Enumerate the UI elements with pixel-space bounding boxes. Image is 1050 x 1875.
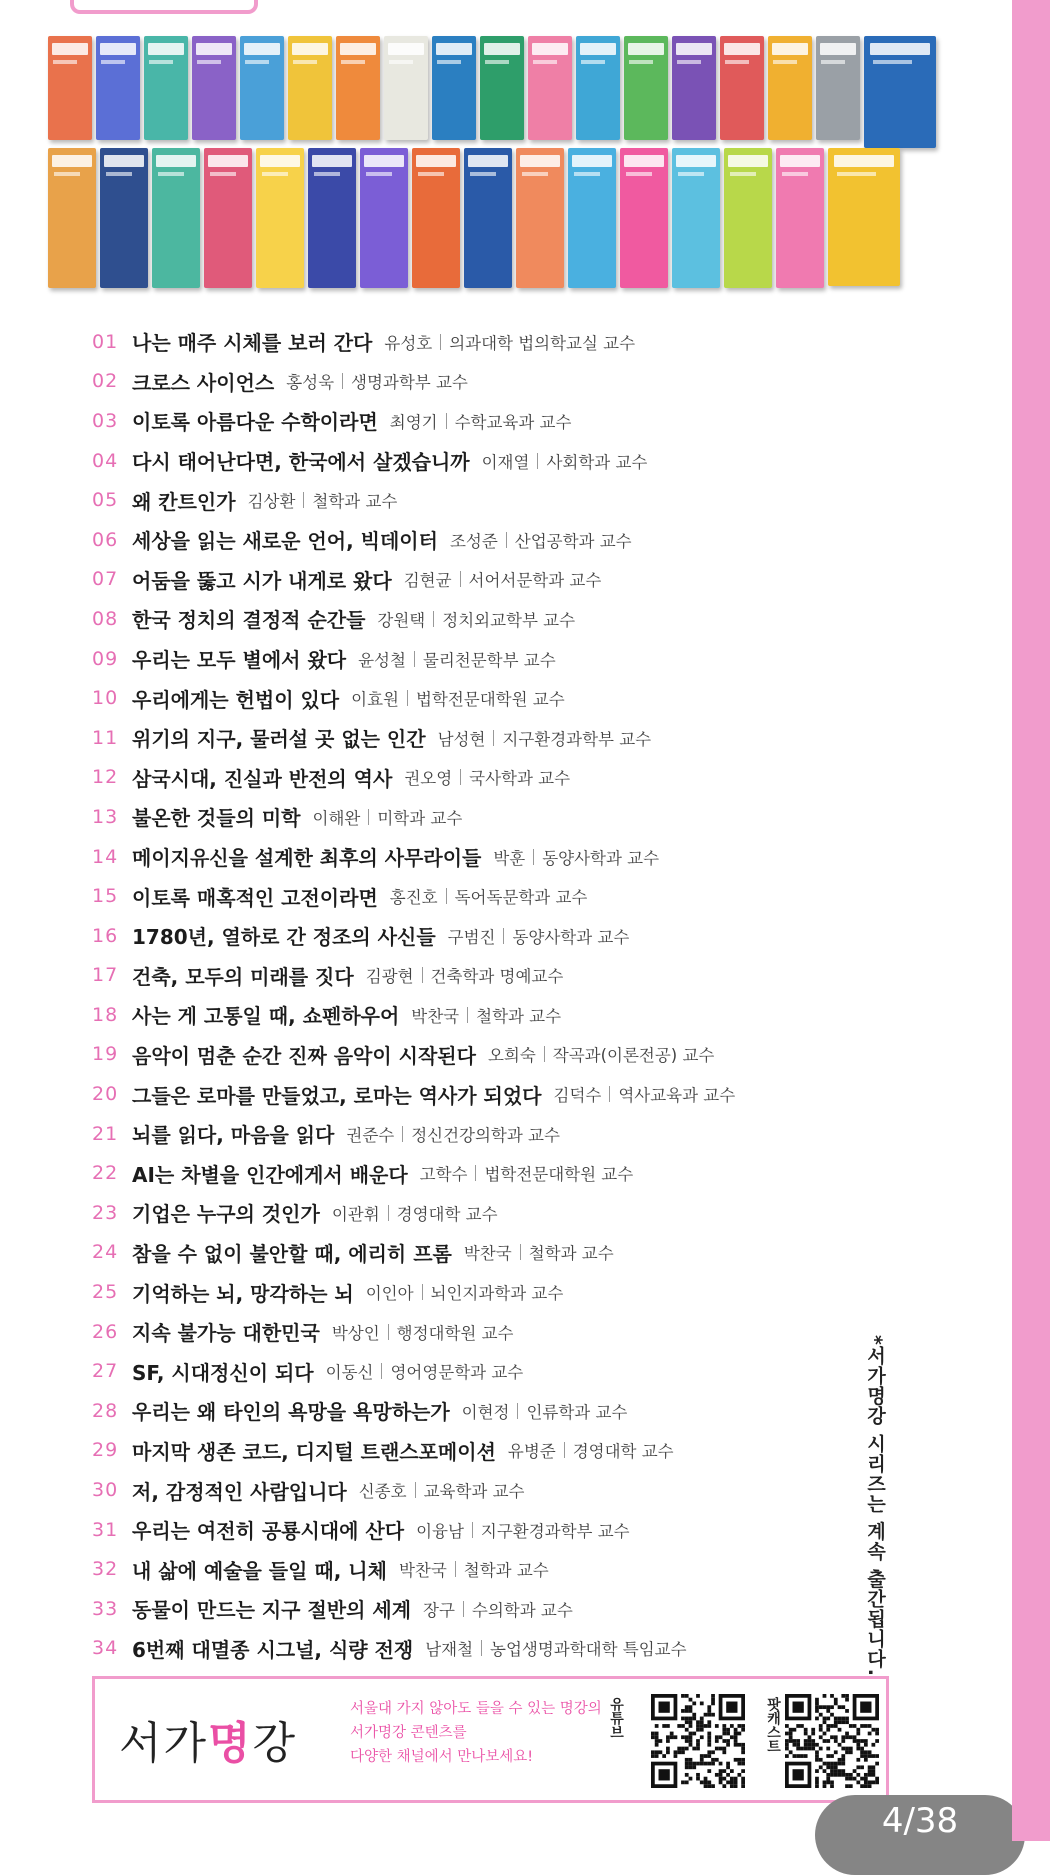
separator <box>422 967 423 983</box>
book-number: 25 <box>92 1281 119 1304</box>
promo-line-3: 다양한 채널에서 만나보세요! <box>350 1749 534 1765</box>
book-title: 다시 태어난다면, 한국에서 살겠습니까 <box>132 450 470 475</box>
book-title: 크로스 사이언스 <box>132 370 275 395</box>
book-item <box>92 560 852 600</box>
author-role: 법학전문대학원 교수 <box>484 1165 634 1185</box>
separator <box>422 1284 423 1300</box>
separator <box>381 1363 382 1379</box>
book-author: 박찬국 <box>398 1561 447 1581</box>
book-number: 30 <box>92 1479 119 1502</box>
separator <box>368 809 369 825</box>
book-number: 33 <box>92 1597 119 1620</box>
book-author: 강원택 <box>377 610 426 630</box>
book-cover <box>308 148 356 288</box>
separator <box>388 1324 389 1340</box>
book-cover <box>288 36 332 140</box>
book-title: 동물이 만드는 지구 절반의 세계 <box>132 1598 412 1623</box>
author-role: 물리천문학부 교수 <box>422 650 556 670</box>
author-role: 철학과 교수 <box>312 492 398 512</box>
book-title: 나는 매주 시체를 보러 간다 <box>132 331 373 356</box>
book-number: 32 <box>92 1558 119 1581</box>
book-author: 이해완 <box>312 808 361 828</box>
author-role: 동양사학과 교수 <box>512 927 630 947</box>
book-item <box>92 1074 852 1114</box>
book-author: 이현정 <box>461 1402 510 1422</box>
book-item <box>92 1153 852 1193</box>
author-role: 철학과 교수 <box>476 1006 562 1026</box>
book-item <box>92 520 852 560</box>
book-item <box>92 1470 852 1510</box>
author-role: 동양사학과 교수 <box>542 848 660 868</box>
book-title: 한국 정치의 결정적 순간들 <box>132 608 366 633</box>
separator <box>609 1086 610 1102</box>
book-author: 김현균 <box>403 571 452 591</box>
promo-line-2: 서가명강 콘텐츠를 <box>350 1725 467 1741</box>
separator <box>388 1205 389 1221</box>
book-number: 24 <box>92 1241 119 1264</box>
book-cover <box>576 36 620 140</box>
promo-banner <box>92 1676 889 1803</box>
separator <box>564 1442 565 1458</box>
book-item <box>92 758 852 798</box>
book-author: 이효원 <box>351 690 399 710</box>
book-cover <box>568 148 616 288</box>
book-item <box>92 322 852 362</box>
separator <box>475 1165 476 1181</box>
book-item <box>92 1391 852 1431</box>
separator <box>342 373 343 389</box>
book-number: 13 <box>92 805 119 828</box>
author-role: 생명과학부 교수 <box>351 373 468 393</box>
youtube-label: 유튜브 <box>608 1697 624 1739</box>
separator <box>472 1522 473 1538</box>
author-role: 영어영문학과 교수 <box>390 1363 524 1383</box>
podcast-label: 팟캐스트 <box>765 1697 781 1753</box>
book-title: 위기의 지구, 물러설 곳 없는 인간 <box>132 727 426 752</box>
book-item <box>92 956 852 996</box>
book-cover <box>672 148 720 288</box>
book-title: 음악이 멈춘 순간 진짜 음악이 시작된다 <box>132 1043 476 1068</box>
separator <box>493 730 494 746</box>
book-author: 홍진호 <box>389 888 438 908</box>
separator <box>544 1046 545 1062</box>
author-role: 농업생명과학대학 특임교수 <box>490 1640 687 1660</box>
book-number: 06 <box>92 528 119 551</box>
book-number: 34 <box>92 1637 119 1660</box>
book-title: 기업은 누구의 것인가 <box>132 1202 320 1227</box>
author-role: 서어서문학과 교수 <box>468 571 602 591</box>
book-author: 이인아 <box>365 1284 414 1304</box>
book-author: 장구 <box>423 1600 455 1620</box>
book-cover <box>724 148 772 288</box>
book-title: 왜 칸트인가 <box>132 489 236 514</box>
book-cover <box>828 148 900 286</box>
book-cover <box>516 148 564 288</box>
book-item <box>92 1351 852 1391</box>
author-role: 정치외교학부 교수 <box>442 610 576 630</box>
book-author: 권준수 <box>346 1125 395 1145</box>
book-number: 26 <box>92 1320 119 1343</box>
series-continues-note: *서가명강 시리즈는 계속 출간됩니다. <box>864 1335 886 1677</box>
book-author: 권오영 <box>404 769 453 789</box>
book-author: 이융남 <box>416 1521 464 1541</box>
separator <box>506 532 507 548</box>
author-role: 미학과 교수 <box>377 808 463 828</box>
book-title: 우리는 여전히 공룡시대에 산다 <box>132 1519 405 1544</box>
book-covers-collage <box>48 30 988 300</box>
book-cover <box>256 148 304 288</box>
book-item <box>92 876 852 916</box>
book-cover <box>192 36 236 140</box>
book-number: 15 <box>92 885 119 908</box>
promo-text <box>350 1697 602 1769</box>
book-cover <box>816 36 860 140</box>
book-cover <box>620 148 668 288</box>
book-title: 6번째 대멸종 시그널, 식량 전쟁 <box>132 1637 414 1662</box>
book-author: 조성준 <box>449 531 498 551</box>
book-number: 10 <box>92 687 119 710</box>
book-author: 유병준 <box>507 1442 556 1462</box>
book-item <box>92 362 852 402</box>
book-cover <box>240 36 284 140</box>
book-number: 20 <box>92 1083 119 1106</box>
book-title: 메이지유신을 설계한 최후의 사무라이들 <box>132 846 482 871</box>
podcast-qr-code-icon[interactable] <box>785 1694 879 1788</box>
separator <box>402 1126 403 1142</box>
book-author: 최영기 <box>389 412 438 432</box>
book-title: 내 삶에 예술을 들일 때, 니체 <box>132 1558 387 1583</box>
book-item <box>92 1193 852 1233</box>
book-title: 참을 수 없이 불안할 때, 에리히 프롬 <box>132 1241 452 1266</box>
book-item <box>92 1035 852 1075</box>
book-title: 저, 감정적인 사람입니다 <box>132 1479 347 1504</box>
book-title: 이토록 매혹적인 고전이라면 <box>132 885 378 910</box>
author-role: 수학교육과 교수 <box>454 412 572 432</box>
book-item <box>92 837 852 877</box>
book-title: SF, 시대정신이 되다 <box>132 1360 314 1385</box>
book-item <box>92 1312 852 1352</box>
book-title: 뇌를 읽다, 마음을 읽다 <box>132 1123 335 1148</box>
author-role: 작곡과(이론전공) 교수 <box>552 1046 715 1066</box>
author-role: 역사교육과 교수 <box>618 1086 736 1106</box>
author-role: 행정대학원 교수 <box>396 1323 514 1343</box>
book-cover <box>48 36 92 140</box>
author-role: 철학과 교수 <box>528 1244 614 1264</box>
author-role: 경영대학 교수 <box>572 1442 674 1462</box>
book-number: 22 <box>92 1162 119 1185</box>
book-number: 09 <box>92 647 119 670</box>
book-cover <box>412 148 460 288</box>
book-cover <box>464 148 512 288</box>
book-cover <box>720 36 764 140</box>
book-number: 29 <box>92 1439 119 1462</box>
book-author: 김상환 <box>247 492 296 512</box>
book-cover <box>672 36 716 140</box>
separator <box>467 1007 468 1023</box>
author-role: 의과대학 법의학교실 교수 <box>449 333 636 353</box>
separator <box>520 1244 521 1260</box>
book-author: 남재철 <box>425 1640 474 1660</box>
book-number: 23 <box>92 1201 119 1224</box>
book-author: 오희숙 <box>487 1046 536 1066</box>
book-number: 27 <box>92 1360 119 1383</box>
author-role: 지구환경과학부 교수 <box>502 729 652 749</box>
top-tab-outline <box>70 0 258 14</box>
book-number: 21 <box>92 1122 119 1145</box>
book-author: 고학수 <box>419 1165 468 1185</box>
book-number: 31 <box>92 1518 119 1541</box>
book-item <box>92 995 852 1035</box>
book-item <box>92 797 852 837</box>
book-title: 사는 게 고통일 때, 쇼펜하우어 <box>132 1004 400 1029</box>
book-author: 홍성욱 <box>286 373 335 393</box>
book-item <box>92 639 852 679</box>
book-cover <box>96 36 140 140</box>
separator <box>460 769 461 785</box>
book-title: 우리는 왜 타인의 욕망을 욕망하는가 <box>132 1400 450 1425</box>
book-item <box>92 1272 852 1312</box>
book-title: AI는 차별을 인간에게서 배운다 <box>132 1162 408 1187</box>
book-cover <box>624 36 668 140</box>
book-item <box>92 401 852 441</box>
book-title: 기억하는 뇌, 망각하는 뇌 <box>132 1281 354 1306</box>
author-role: 국사학과 교수 <box>469 769 571 789</box>
separator <box>407 690 408 706</box>
separator <box>460 571 461 587</box>
page-indicator: 4/38 <box>815 1795 1025 1875</box>
book-item <box>92 718 852 758</box>
book-item <box>92 1114 852 1154</box>
book-item <box>92 1629 852 1669</box>
book-item <box>92 1589 852 1629</box>
book-author: 신종호 <box>358 1482 407 1502</box>
series-book-list <box>92 322 852 1668</box>
book-cover <box>152 148 200 288</box>
book-cover <box>864 36 936 148</box>
book-author: 김광현 <box>365 967 414 987</box>
book-author: 박상인 <box>331 1323 380 1343</box>
book-number: 07 <box>92 568 119 591</box>
separator <box>455 1561 456 1577</box>
book-cover <box>360 148 408 288</box>
book-title: 어둠을 뚫고 시가 내게로 왔다 <box>132 568 392 593</box>
book-number: 19 <box>92 1043 119 1066</box>
book-number: 02 <box>92 370 119 393</box>
separator <box>537 453 538 469</box>
book-number: 08 <box>92 607 119 630</box>
separator <box>517 1403 518 1419</box>
youtube-qr-code-icon[interactable] <box>651 1694 745 1788</box>
promo-line-1: 서울대 가지 않아도 들을 수 있는 명강의 <box>350 1701 602 1717</box>
author-role: 인류학과 교수 <box>526 1402 628 1422</box>
author-role: 사회학과 교수 <box>546 452 648 472</box>
book-number: 03 <box>92 409 119 432</box>
book-item <box>92 599 852 639</box>
book-cover <box>480 36 524 140</box>
book-title: 이토록 아름다운 수학이라면 <box>132 410 378 435</box>
book-title: 마지막 생존 코드, 디지털 트랜스포메이션 <box>132 1439 496 1464</box>
book-number: 12 <box>92 766 119 789</box>
separator <box>303 492 304 508</box>
book-title: 불온한 것들의 미학 <box>132 806 301 831</box>
book-cover <box>204 148 252 288</box>
book-cover <box>768 36 812 140</box>
book-number: 18 <box>92 1003 119 1026</box>
book-author: 윤성철 <box>358 650 406 670</box>
side-decoration-bar <box>1012 0 1050 1841</box>
book-item <box>92 480 852 520</box>
book-cover <box>776 148 824 288</box>
separator <box>533 849 534 865</box>
book-item <box>92 678 852 718</box>
separator <box>440 334 441 350</box>
book-cover <box>48 148 96 288</box>
book-author: 박훈 <box>493 848 526 868</box>
author-role: 지구환경과학부 교수 <box>480 1521 630 1541</box>
book-item <box>92 1233 852 1273</box>
book-item <box>92 916 852 956</box>
book-number: 28 <box>92 1399 119 1422</box>
book-author: 남성현 <box>437 729 486 749</box>
book-item <box>92 1431 852 1471</box>
book-item <box>92 1549 852 1589</box>
author-role: 법학전문대학원 교수 <box>415 690 565 710</box>
book-cover <box>336 36 380 140</box>
book-author: 김덕수 <box>553 1086 602 1106</box>
book-title: 건축, 모두의 미래를 짓다 <box>132 964 354 989</box>
separator <box>463 1601 464 1617</box>
book-number: 01 <box>92 330 119 353</box>
book-number: 16 <box>92 924 119 947</box>
book-title: 우리에게는 헌법이 있다 <box>132 687 340 712</box>
book-cover <box>100 148 148 288</box>
book-title: 1780년, 열하로 간 정조의 사신들 <box>132 925 436 950</box>
separator <box>481 1640 482 1656</box>
author-role: 독어독문학과 교수 <box>454 888 588 908</box>
author-role: 수의학과 교수 <box>471 1600 573 1620</box>
book-item <box>92 1510 852 1550</box>
book-author: 이동신 <box>325 1363 374 1383</box>
author-role: 건축학과 명예교수 <box>430 967 564 987</box>
book-number: 14 <box>92 845 119 868</box>
author-role: 철학과 교수 <box>463 1561 549 1581</box>
book-title: 세상을 읽는 새로운 언어, 빅데이터 <box>132 529 438 554</box>
separator <box>415 1482 416 1498</box>
book-cover <box>384 36 428 140</box>
author-role: 산업공학과 교수 <box>514 531 632 551</box>
book-cover <box>432 36 476 140</box>
book-number: 11 <box>92 726 119 749</box>
book-author: 박찬국 <box>411 1006 460 1026</box>
book-cover <box>528 36 572 140</box>
separator <box>433 611 434 627</box>
author-role: 뇌인지과학과 교수 <box>430 1284 564 1304</box>
book-title: 그들은 로마를 만들었고, 로마는 역사가 되었다 <box>132 1083 542 1108</box>
separator <box>446 413 447 429</box>
book-number: 04 <box>92 449 119 472</box>
book-cover <box>144 36 188 140</box>
separator <box>503 928 504 944</box>
book-title: 우리는 모두 별에서 왔다 <box>132 648 347 673</box>
book-number: 05 <box>92 489 119 512</box>
book-title: 삼국시대, 진실과 반전의 역사 <box>132 766 393 791</box>
brand-logo: 서가명강 <box>119 1718 298 1769</box>
separator <box>446 888 447 904</box>
book-author: 박찬국 <box>463 1244 512 1264</box>
author-role: 경영대학 교수 <box>396 1204 498 1224</box>
separator <box>414 651 415 667</box>
book-author: 유성호 <box>384 333 433 353</box>
book-item <box>92 441 852 481</box>
book-author: 이재열 <box>481 452 530 472</box>
book-number: 17 <box>92 964 119 987</box>
author-role: 정신건강의학과 교수 <box>411 1125 560 1145</box>
book-author: 구범진 <box>447 927 496 947</box>
book-author: 이관휘 <box>331 1204 380 1224</box>
author-role: 교육학과 교수 <box>423 1482 525 1502</box>
book-title: 지속 불가능 대한민국 <box>132 1321 320 1346</box>
